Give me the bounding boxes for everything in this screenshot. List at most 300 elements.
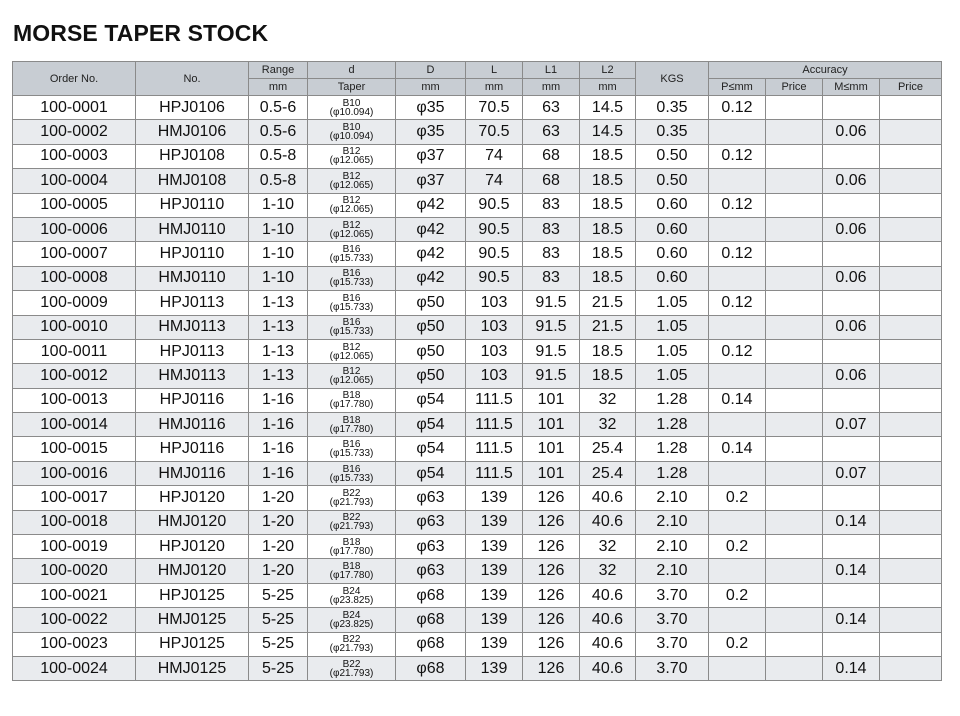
- L1-cell: 126: [523, 510, 580, 534]
- m-accuracy-cell: 0.14: [823, 656, 880, 680]
- p-accuracy-cell: 0.12: [709, 144, 766, 168]
- taper-diameter: (φ21.793): [329, 496, 374, 508]
- taper-cell: [308, 364, 396, 388]
- D-cell: φ50: [396, 364, 466, 388]
- model-no-cell: HMJ0108: [136, 169, 249, 193]
- L2-cell: 14.5: [580, 96, 636, 120]
- price-p-cell: [766, 388, 823, 412]
- D-cell: φ35: [396, 120, 466, 144]
- morse-taper-stock-table: [12, 61, 942, 681]
- price-m-cell: [880, 291, 942, 315]
- table-row: [13, 120, 942, 144]
- price-p-cell: [766, 169, 823, 193]
- L1-header: L1: [523, 62, 580, 79]
- L2-cell: 40.6: [580, 608, 636, 632]
- order-no-cell: 100-0008: [13, 266, 136, 290]
- price-m-cell: [880, 461, 942, 485]
- range-cell: 1-10: [249, 193, 308, 217]
- range-cell: 0.5-6: [249, 120, 308, 144]
- model-no-cell: HMJ0110: [136, 266, 249, 290]
- L-header: L: [466, 62, 523, 79]
- taper-diameter: (φ10.094): [329, 131, 374, 143]
- L1-cell: 101: [523, 461, 580, 485]
- L1-cell: 101: [523, 413, 580, 437]
- p-accuracy-cell: 0.2: [709, 535, 766, 559]
- taper-diameter: (φ17.780): [329, 399, 374, 411]
- m-accuracy-cell: [823, 632, 880, 656]
- price-p-cell: [766, 120, 823, 144]
- L1-cell: 101: [523, 437, 580, 461]
- taper-code: B18: [342, 561, 361, 573]
- taper-cell: [308, 486, 396, 510]
- taper-diameter: (φ17.780): [329, 570, 374, 582]
- taper-diameter: (φ12.065): [329, 350, 374, 362]
- kgs-cell: 1.28: [636, 413, 709, 437]
- p-accuracy-cell: [709, 169, 766, 193]
- taper-diameter: (φ23.825): [329, 618, 374, 630]
- price-p-cell: [766, 315, 823, 339]
- L1-unit: mm: [523, 79, 580, 96]
- L-cell: 139: [466, 608, 523, 632]
- order-no-cell: 100-0011: [13, 339, 136, 363]
- D-cell: φ35: [396, 96, 466, 120]
- table-row: [13, 339, 942, 363]
- table-row: [13, 266, 942, 290]
- m-accuracy-cell: 0.06: [823, 266, 880, 290]
- L2-cell: 14.5: [580, 120, 636, 144]
- order-no-cell: 100-0001: [13, 96, 136, 120]
- L-cell: 103: [466, 339, 523, 363]
- price-header-p: Price: [766, 79, 823, 96]
- table-row: [13, 535, 942, 559]
- order-no-cell: 100-0020: [13, 559, 136, 583]
- L2-cell: 32: [580, 388, 636, 412]
- range-cell: 1-16: [249, 437, 308, 461]
- price-m-cell: [880, 510, 942, 534]
- D-cell: φ63: [396, 510, 466, 534]
- L2-cell: 18.5: [580, 364, 636, 388]
- model-no-cell: HPJ0125: [136, 583, 249, 607]
- range-cell: 5-25: [249, 632, 308, 656]
- m-accuracy-cell: 0.06: [823, 217, 880, 241]
- table-row: [13, 291, 942, 315]
- L2-cell: 18.5: [580, 169, 636, 193]
- L2-cell: 18.5: [580, 266, 636, 290]
- order-no-cell: 100-0022: [13, 608, 136, 632]
- price-p-cell: [766, 364, 823, 388]
- L1-cell: 63: [523, 120, 580, 144]
- order-no-cell: 100-0004: [13, 169, 136, 193]
- order-no-cell: 100-0005: [13, 193, 136, 217]
- m-accuracy-cell: [823, 144, 880, 168]
- kgs-header: KGS: [636, 62, 709, 96]
- no-header: No.: [136, 62, 249, 96]
- L-cell: 139: [466, 632, 523, 656]
- taper-diameter: (φ17.780): [329, 545, 374, 557]
- table-row: [13, 510, 942, 534]
- range-cell: 1-13: [249, 339, 308, 363]
- model-no-cell: HMJ0125: [136, 656, 249, 680]
- p-accuracy-cell: 0.12: [709, 339, 766, 363]
- taper-cell: [308, 193, 396, 217]
- range-cell: 1-20: [249, 510, 308, 534]
- price-p-cell: [766, 217, 823, 241]
- kgs-cell: 2.10: [636, 535, 709, 559]
- L2-cell: 18.5: [580, 339, 636, 363]
- p-accuracy-cell: 0.2: [709, 632, 766, 656]
- L-cell: 90.5: [466, 193, 523, 217]
- m-accuracy-cell: [823, 242, 880, 266]
- taper-code: B12: [342, 146, 361, 158]
- kgs-cell: 0.35: [636, 120, 709, 144]
- m-accuracy-cell: [823, 96, 880, 120]
- taper-code: B16: [342, 317, 361, 329]
- D-cell: φ50: [396, 291, 466, 315]
- accuracy-header: Accuracy: [709, 62, 942, 79]
- price-p-cell: [766, 96, 823, 120]
- L-cell: 139: [466, 559, 523, 583]
- order-no-cell: 100-0012: [13, 364, 136, 388]
- taper-code: B12: [342, 365, 361, 377]
- table-row: [13, 144, 942, 168]
- order-no-cell: 100-0017: [13, 486, 136, 510]
- kgs-cell: 3.70: [636, 583, 709, 607]
- table-row: [13, 656, 942, 680]
- taper-cell: [308, 291, 396, 315]
- taper-diameter: (φ12.065): [329, 179, 374, 191]
- kgs-cell: 2.10: [636, 559, 709, 583]
- L2-cell: 18.5: [580, 242, 636, 266]
- taper-diameter: (φ12.065): [329, 204, 374, 216]
- taper-cell: [308, 510, 396, 534]
- order-no-header: Order No.: [13, 62, 136, 96]
- price-header-m: Price: [880, 79, 942, 96]
- price-p-cell: [766, 339, 823, 363]
- kgs-cell: 0.50: [636, 144, 709, 168]
- D-cell: φ42: [396, 242, 466, 266]
- range-cell: 1-10: [249, 266, 308, 290]
- range-cell: 5-25: [249, 583, 308, 607]
- L2-header: L2: [580, 62, 636, 79]
- range-cell: 0.5-8: [249, 144, 308, 168]
- D-cell: φ68: [396, 583, 466, 607]
- m-accuracy-cell: 0.07: [823, 461, 880, 485]
- price-p-cell: [766, 559, 823, 583]
- L1-cell: 63: [523, 96, 580, 120]
- L2-cell: 21.5: [580, 315, 636, 339]
- table-row: [13, 193, 942, 217]
- model-no-cell: HPJ0120: [136, 535, 249, 559]
- taper-cell: [308, 315, 396, 339]
- price-p-cell: [766, 413, 823, 437]
- price-m-cell: [880, 364, 942, 388]
- page-title: MORSE TAPER STOCK: [13, 20, 269, 46]
- D-cell: φ68: [396, 632, 466, 656]
- order-no-cell: 100-0015: [13, 437, 136, 461]
- kgs-cell: 0.60: [636, 193, 709, 217]
- L2-cell: 32: [580, 413, 636, 437]
- price-m-cell: [880, 486, 942, 510]
- L1-cell: 91.5: [523, 315, 580, 339]
- price-p-cell: [766, 266, 823, 290]
- p-accuracy-cell: [709, 413, 766, 437]
- table-body: [13, 96, 942, 681]
- D-cell: φ50: [396, 339, 466, 363]
- m-accuracy-cell: 0.06: [823, 169, 880, 193]
- p-accuracy-cell: 0.2: [709, 583, 766, 607]
- model-no-cell: HPJ0110: [136, 242, 249, 266]
- range-header: Range: [249, 62, 308, 79]
- price-m-cell: [880, 217, 942, 241]
- p-accuracy-cell: [709, 461, 766, 485]
- table-row: [13, 559, 942, 583]
- table-row: [13, 217, 942, 241]
- taper-cell: [308, 437, 396, 461]
- d-header: d: [308, 62, 396, 79]
- taper-diameter: (φ23.825): [329, 594, 374, 606]
- D-cell: φ37: [396, 144, 466, 168]
- D-header: D: [396, 62, 466, 79]
- table-row: [13, 486, 942, 510]
- taper-code: B22: [342, 658, 361, 670]
- L1-cell: 126: [523, 656, 580, 680]
- taper-diameter: (φ15.733): [329, 448, 374, 460]
- range-cell: 1-10: [249, 242, 308, 266]
- D-cell: φ54: [396, 461, 466, 485]
- taper-code: B12: [342, 341, 361, 353]
- table-row: [13, 242, 942, 266]
- taper-code: B10: [342, 122, 361, 134]
- L2-cell: 32: [580, 559, 636, 583]
- taper-cell: [308, 96, 396, 120]
- taper-code: B16: [342, 292, 361, 304]
- D-cell: φ63: [396, 559, 466, 583]
- L-cell: 103: [466, 315, 523, 339]
- model-no-cell: HMJ0106: [136, 120, 249, 144]
- taper-diameter: (φ21.793): [329, 643, 374, 655]
- L2-cell: 21.5: [580, 291, 636, 315]
- D-cell: φ63: [396, 535, 466, 559]
- order-no-cell: 100-0009: [13, 291, 136, 315]
- L-cell: 70.5: [466, 120, 523, 144]
- order-no-cell: 100-0013: [13, 388, 136, 412]
- taper-diameter: (φ21.793): [329, 667, 374, 679]
- taper-diameter: (φ10.094): [329, 106, 374, 118]
- m-accuracy-header: M≤mm: [823, 79, 880, 96]
- taper-cell: [308, 169, 396, 193]
- price-m-cell: [880, 144, 942, 168]
- taper-cell: [308, 413, 396, 437]
- L2-cell: 18.5: [580, 217, 636, 241]
- model-no-cell: HMJ0120: [136, 510, 249, 534]
- kgs-cell: 0.35: [636, 96, 709, 120]
- model-no-cell: HPJ0113: [136, 339, 249, 363]
- L2-cell: 18.5: [580, 193, 636, 217]
- table-row: [13, 413, 942, 437]
- D-cell: φ37: [396, 169, 466, 193]
- table-row: [13, 315, 942, 339]
- taper-code: B16: [342, 244, 361, 256]
- L2-cell: 25.4: [580, 437, 636, 461]
- L1-cell: 68: [523, 144, 580, 168]
- p-accuracy-cell: 0.2: [709, 486, 766, 510]
- model-no-cell: HMJ0113: [136, 315, 249, 339]
- model-no-cell: HMJ0113: [136, 364, 249, 388]
- D-cell: φ54: [396, 413, 466, 437]
- model-no-cell: HPJ0110: [136, 193, 249, 217]
- order-no-cell: 100-0003: [13, 144, 136, 168]
- order-no-cell: 100-0016: [13, 461, 136, 485]
- p-accuracy-cell: 0.12: [709, 193, 766, 217]
- kgs-cell: 1.28: [636, 461, 709, 485]
- D-cell: φ42: [396, 217, 466, 241]
- model-no-cell: HMJ0116: [136, 413, 249, 437]
- price-p-cell: [766, 437, 823, 461]
- price-m-cell: [880, 535, 942, 559]
- D-cell: φ42: [396, 193, 466, 217]
- L2-cell: 40.6: [580, 656, 636, 680]
- kgs-cell: 0.60: [636, 217, 709, 241]
- range-cell: 5-25: [249, 608, 308, 632]
- m-accuracy-cell: 0.14: [823, 559, 880, 583]
- price-p-cell: [766, 193, 823, 217]
- order-no-cell: 100-0014: [13, 413, 136, 437]
- L1-cell: 91.5: [523, 339, 580, 363]
- table-row: [13, 461, 942, 485]
- order-no-cell: 100-0024: [13, 656, 136, 680]
- L-cell: 139: [466, 535, 523, 559]
- m-accuracy-cell: 0.06: [823, 364, 880, 388]
- kgs-cell: 1.28: [636, 388, 709, 412]
- table-row: [13, 96, 942, 120]
- table-row: [13, 437, 942, 461]
- table-row: [13, 632, 942, 656]
- p-accuracy-cell: [709, 656, 766, 680]
- taper-cell: [308, 217, 396, 241]
- price-m-cell: [880, 413, 942, 437]
- kgs-cell: 2.10: [636, 510, 709, 534]
- L-cell: 139: [466, 656, 523, 680]
- D-cell: φ50: [396, 315, 466, 339]
- taper-diameter: (φ15.733): [329, 253, 374, 265]
- taper-code: B22: [342, 634, 361, 646]
- p-accuracy-cell: [709, 364, 766, 388]
- D-cell: φ54: [396, 437, 466, 461]
- L2-cell: 18.5: [580, 144, 636, 168]
- range-cell: 1-20: [249, 535, 308, 559]
- taper-diameter: (φ15.733): [329, 277, 374, 289]
- taper-cell: [308, 559, 396, 583]
- L-cell: 70.5: [466, 96, 523, 120]
- price-m-cell: [880, 437, 942, 461]
- L-cell: 90.5: [466, 242, 523, 266]
- L-cell: 103: [466, 364, 523, 388]
- taper-diameter: (φ12.065): [329, 155, 374, 167]
- L-cell: 111.5: [466, 461, 523, 485]
- price-m-cell: [880, 315, 942, 339]
- range-cell: 1-13: [249, 291, 308, 315]
- price-m-cell: [880, 96, 942, 120]
- table-header: [13, 62, 942, 96]
- L2-cell: 25.4: [580, 461, 636, 485]
- p-accuracy-cell: 0.14: [709, 388, 766, 412]
- L1-cell: 91.5: [523, 291, 580, 315]
- p-accuracy-cell: [709, 510, 766, 534]
- m-accuracy-cell: [823, 437, 880, 461]
- taper-code: B12: [342, 170, 361, 182]
- model-no-cell: HPJ0125: [136, 632, 249, 656]
- taper-code: B22: [342, 512, 361, 524]
- taper-diameter: (φ15.733): [329, 326, 374, 338]
- taper-cell: [308, 120, 396, 144]
- d-sub-header: Taper: [308, 79, 396, 96]
- D-unit: mm: [396, 79, 466, 96]
- range-cell: 1-16: [249, 388, 308, 412]
- order-no-cell: 100-0002: [13, 120, 136, 144]
- p-accuracy-cell: [709, 120, 766, 144]
- model-no-cell: HPJ0108: [136, 144, 249, 168]
- kgs-cell: 1.05: [636, 315, 709, 339]
- taper-code: B16: [342, 463, 361, 475]
- D-cell: φ68: [396, 656, 466, 680]
- taper-diameter: (φ15.733): [329, 472, 374, 484]
- price-p-cell: [766, 144, 823, 168]
- price-p-cell: [766, 608, 823, 632]
- taper-diameter: (φ17.780): [329, 423, 374, 435]
- taper-cell: [308, 339, 396, 363]
- model-no-cell: HMJ0110: [136, 217, 249, 241]
- price-m-cell: [880, 242, 942, 266]
- taper-cell: [308, 242, 396, 266]
- table-row: [13, 583, 942, 607]
- range-cell: 1-13: [249, 315, 308, 339]
- p-accuracy-cell: 0.12: [709, 291, 766, 315]
- L2-cell: 40.6: [580, 486, 636, 510]
- m-accuracy-cell: 0.14: [823, 510, 880, 534]
- L-unit: mm: [466, 79, 523, 96]
- range-cell: 1-20: [249, 486, 308, 510]
- taper-cell: [308, 583, 396, 607]
- p-accuracy-cell: 0.14: [709, 437, 766, 461]
- L1-cell: 68: [523, 169, 580, 193]
- m-accuracy-cell: [823, 193, 880, 217]
- p-accuracy-cell: [709, 608, 766, 632]
- L2-cell: 40.6: [580, 632, 636, 656]
- taper-cell: [308, 632, 396, 656]
- kgs-cell: 0.60: [636, 266, 709, 290]
- taper-code: B18: [342, 390, 361, 402]
- kgs-cell: 1.05: [636, 364, 709, 388]
- D-cell: φ63: [396, 486, 466, 510]
- L1-cell: 101: [523, 388, 580, 412]
- L-cell: 90.5: [466, 266, 523, 290]
- table-row: [13, 608, 942, 632]
- price-m-cell: [880, 266, 942, 290]
- L1-cell: 83: [523, 266, 580, 290]
- m-accuracy-cell: 0.14: [823, 608, 880, 632]
- m-accuracy-cell: [823, 291, 880, 315]
- taper-code: B16: [342, 439, 361, 451]
- m-accuracy-cell: 0.06: [823, 315, 880, 339]
- m-accuracy-cell: 0.07: [823, 413, 880, 437]
- model-no-cell: HPJ0120: [136, 486, 249, 510]
- table-row: [13, 388, 942, 412]
- taper-cell: [308, 608, 396, 632]
- taper-code: B16: [342, 268, 361, 280]
- m-accuracy-cell: [823, 486, 880, 510]
- m-accuracy-cell: 0.06: [823, 120, 880, 144]
- kgs-cell: 1.28: [636, 437, 709, 461]
